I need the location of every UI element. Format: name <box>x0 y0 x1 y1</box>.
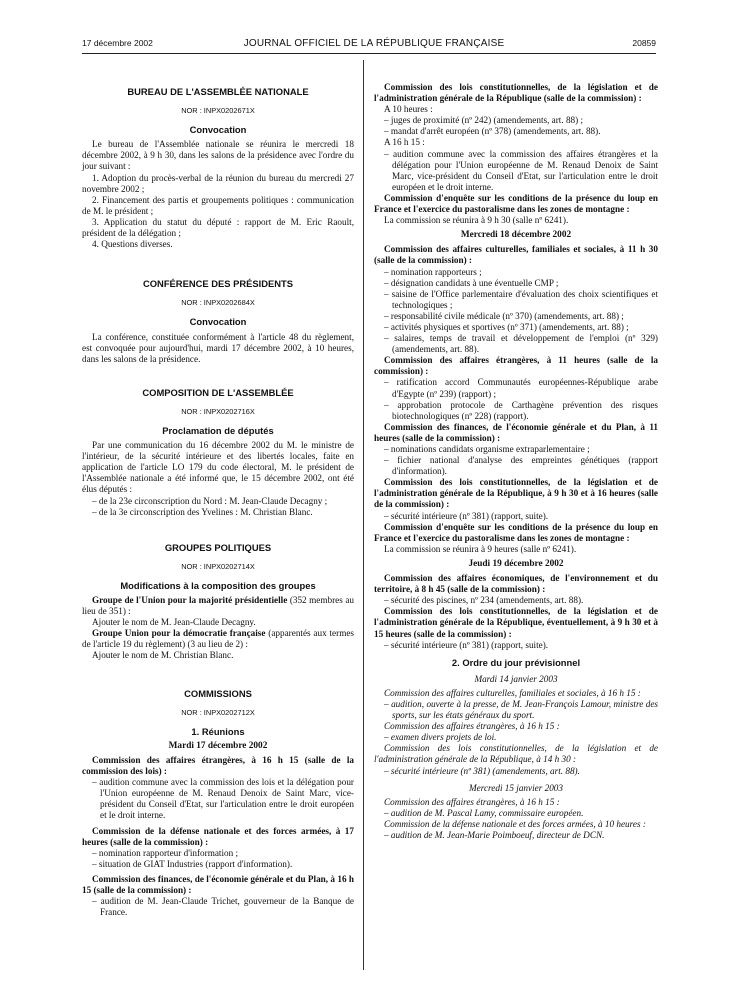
list-item: – examen divers projets de loi. <box>384 732 497 743</box>
group-action: Ajouter le nom de M. Jean-Claude Decagny. <box>92 617 256 628</box>
day-heading: Mercredi 15 janvier 2003 <box>469 782 563 793</box>
commission-heading: Commission des affaires étrangères, à 11 heures (salle de la commission) : <box>374 355 658 377</box>
subsection-title: Modifications à la composition des groupes <box>120 579 316 591</box>
commission-heading: Commission des lois constitutionnelles, de la législation et de l'administration générale de la République, éventuellement, à 9 h 30 et à 15 heures (salle de la commission) : <box>374 606 658 639</box>
nor-reference: NOR : INPX0202714X <box>181 561 255 571</box>
nor-reference: NOR : INPX0202684X <box>181 298 255 308</box>
subsection-title: Convocation <box>189 316 247 328</box>
list-item: – fichier national d'analyse des empreintes génétiques (rapport d'information). <box>384 455 658 477</box>
commission-heading: Commission des lois constitutionnelles, de la législation et de l'administration générale de la République (salle de la commission) : <box>374 82 658 104</box>
nor-reference: NOR : INPX0202671X <box>181 106 255 116</box>
list-item: – activités physiques et sportives (nº 371) (amendements, art. 88) ; <box>384 321 629 332</box>
commission-heading: Commission d'enquête sur les conditions de la présence du loup en France et l'exercice du pastoralisme dans les zones de montagne : <box>374 192 658 215</box>
group-entry <box>82 628 354 650</box>
paragraph: Le bureau de l'Assemblée nationale se réunira le mercredi 18 décembre 2002, à 9 h 30, dans les salons de la présidence avec l'ordre du jour suivant : <box>82 139 354 172</box>
group-detail: (352 membres au lieu de 351) : <box>82 595 354 617</box>
list-item: – de la 3e circonscription des Yvelines : M. Christian Blanc. <box>92 506 313 517</box>
provisional-agenda <box>374 797 658 841</box>
day-heading: Jeudi 19 décembre 2002 <box>468 558 564 569</box>
commission-heading: Commission d'enquête sur les conditions de la présence du loup en France et l'exercice du pastoralisme dans les zones de montagne : <box>374 521 658 543</box>
page-header <box>0 38 748 52</box>
commission-heading: Commission des affaires étrangères, à 16 h 15 (salle de la commission des lois) : <box>82 754 354 777</box>
paragraph: La conférence, constituée conformément à l'article 48 du règlement, est convoquée pour aujourd'hui, mardi 17 décembre 2002, à 10 heures, dans les salons de la présidence. <box>82 331 354 364</box>
paragraph: La commission se réunira à 9 h 30 (salle nº 6241). <box>384 215 569 226</box>
list-item: – salaires, temps de travail et développement de l'emploi (nº 329) (amendements, art. 88). <box>384 333 658 355</box>
list-item: – audition, ouverte à la presse, de M. Jean-François Lamour, ministre des sports, sur les états généraux du sport. <box>384 698 658 721</box>
list-item: – sécurité intérieure (nº 381) (rapport, suite). <box>384 639 549 650</box>
list-item: – mandat d'arrêt européen (nº 378) (amendements, art. 88). <box>384 126 601 137</box>
list-item: – saisine de l'Office parlementaire d'évaluation des choix scientifiques et technologiques ; <box>384 288 658 310</box>
nor-reference: NOR : INPX0202712X <box>181 707 255 717</box>
commission-heading: Commission des affaires culturelles, familiales et sociales, à 11 h 30 (salle de la commission) : <box>374 244 658 266</box>
section-title: COMPOSITION DE L'ASSEMBLÉE <box>142 386 294 398</box>
commission-heading: Commission des finances, de l'économie générale et du Plan, à 16 h 15 (salle de la commission) : <box>82 873 354 895</box>
list-item: – nomination rapporteurs ; <box>384 266 482 277</box>
group-name: Groupe Union pour la démocratie française <box>92 628 266 639</box>
group-name: Groupe de l'Union pour la majorité présidentielle <box>92 595 288 605</box>
list-item: – audition commune avec la commission des lois et la délégation pour l'Union européenne de M. Renaud Denoix de Saint Marc, vice-président du Conseil d'Etat, sur l'articulation entre le droit européen et le droit interne. <box>92 777 354 821</box>
header-rule <box>82 53 656 54</box>
commission-heading: Commission des affaires étrangères, à 16 h 15 : <box>384 721 560 732</box>
list-item: – sécurité des piscines, nº 234 (amendements, art. 88). <box>384 595 584 606</box>
list-item: – nominations candidats organisme extraparlementaire ; <box>384 444 590 454</box>
list-item: – audition de M. Pascal Lamy, commissaire européen. <box>384 807 584 818</box>
section-title: CONFÉRENCE DES PRÉSIDENTS <box>142 278 294 290</box>
commission-heading: Commission des affaires culturelles, familiales et sociales, à 16 h 15 : <box>384 687 641 698</box>
header-page-number: 20859 <box>632 38 656 48</box>
time-label: A 16 h 15 : <box>384 137 425 148</box>
day-heading: Mercredi 18 décembre 2002 <box>460 230 572 241</box>
commission-heading: Commission de la défense nationale et des forces armées, à 17 heures (salle de la commission) : <box>82 825 354 847</box>
section-title: GROUPES POLITIQUES <box>164 541 272 553</box>
left-column <box>82 86 354 918</box>
agenda-item: 3. Application du statut du député : rapport de M. Eric Raoult, président de la délégation ; <box>82 216 354 239</box>
agenda-item: 1. Adoption du procès-verbal de la réunion du bureau du mercredi 27 novembre 2002 ; <box>82 172 354 194</box>
list-item: – responsabilité civile médicale (nº 370) (amendements, art. 88) ; <box>384 310 624 321</box>
right-column <box>374 82 658 841</box>
list-item: – audition de M. Jean-Claude Trichet, gouverneur de la Banque de France. <box>92 896 354 918</box>
list-item: – juges de proximité (nº 242) (amendements, art. 88) ; <box>384 115 584 126</box>
subsection-title: Proclamation de députés <box>162 424 274 436</box>
day-heading: Mardi 14 janvier 2003 <box>474 673 558 684</box>
group-action: Ajouter le nom de M. Christian Blanc. <box>92 650 234 661</box>
commission-heading: Commission des affaires économiques, de l'environnement et du territoire, à 8 h 45 (salle de la commission) : <box>374 573 658 595</box>
list-item: – approbation protocole de Carthagène prévention des risques biotechnologiques (nº 228) (rapport). <box>384 399 658 421</box>
paragraph: La commission se réunira à 9 heures (salle nº 6241). <box>384 543 577 554</box>
day-heading: Mardi 17 décembre 2002 <box>168 740 268 751</box>
list-item: – situation de GIAT Industries (rapport d'information). <box>92 858 293 869</box>
nor-reference: NOR : INPX0202716X <box>181 406 255 416</box>
list-item: – sécurité intérieure (nº 381) (amendements, art. 88). <box>384 765 580 776</box>
commission-heading: Commission des lois constitutionnelles, de la législation et de l'administration générale de la République, à 9 h 30 et à 16 heures (salle de la commission) : <box>374 477 658 510</box>
agenda-item: 4. Questions diverses. <box>92 239 173 250</box>
list-item: – de la 23e circonscription du Nord : M. Jean-Claude Decagny ; <box>92 495 328 506</box>
paragraph: Par une communication du 16 décembre 2002 du M. le ministre de l'intérieur, de la sécurité intérieure et des libertés locales, faite en application de l'article LO 179 du code électoral, M. le président de l'Assemblée nationale a été informé que, le 15 décembre 2002, ont été élus députés : <box>82 440 354 495</box>
list-item: – ratification accord Communautés européennes-République arabe d'Egypte (nº 239) (rapport) ; <box>384 377 658 399</box>
list-item: – audition commune avec la commission des affaires étrangères et la délégation pour l'Union européenne de M. Renaud Denoix de Saint Marc, vice-président du Conseil d'Etat, sur l'articulation entre le droit européen et le droit interne. <box>384 148 658 192</box>
provisional-agenda <box>374 688 658 777</box>
subsection-title: 2. Ordre du jour prévisionnel <box>451 656 581 668</box>
group-entry <box>82 595 354 617</box>
subsection-title: Convocation <box>189 124 247 136</box>
section-title: BUREAU DE L'ASSEMBLÉE NATIONALE <box>127 86 309 97</box>
agenda-item: 2. Financement des partis et groupements politiques : communication de M. le président ; <box>82 194 354 216</box>
commission-heading: Commission des finances, de l'économie générale et du Plan, à 11 heures (salle de la commission) : <box>374 421 658 443</box>
list-item: – nomination rapporteur d'information ; <box>92 847 239 858</box>
list-item: – audition de M. Jean-Marie Poimboeuf, directeur de DCN. <box>384 830 605 840</box>
subsection-title: 1. Réunions <box>191 725 245 737</box>
commission-heading: Commission des lois constitutionnelles, de la législation et de l'administration générale de la République, à 14 h 30 : <box>374 743 658 765</box>
list-item: – désignation candidats à une éventuelle CMP ; <box>384 277 559 288</box>
commission-heading: Commission des affaires étrangères, à 16 h 15 : <box>384 796 560 807</box>
header-title: JOURNAL OFFICIEL DE LA RÉPUBLIQUE FRANÇAISE <box>243 38 505 49</box>
time-label: A 10 heures : <box>384 104 433 115</box>
group-detail: (apparentés aux termes de l'article 19 du règlement) (3 au lieu de 2) : <box>82 628 354 650</box>
commission-heading: Commission de la défense nationale et des forces armées, à 10 heures : <box>384 818 646 829</box>
list-item: – sécurité intérieure (nº 381) (rapport, suite). <box>384 510 549 521</box>
header-date: 17 décembre 2002 <box>82 38 153 48</box>
section-title: COMMISSIONS <box>184 687 252 699</box>
column-divider <box>363 60 364 970</box>
